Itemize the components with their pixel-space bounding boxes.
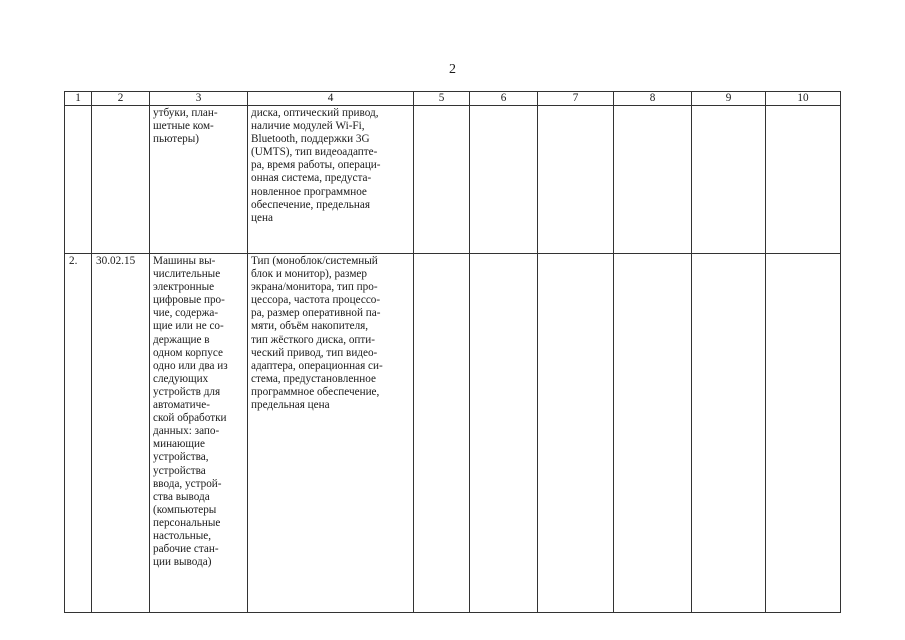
text-line: персональные	[153, 516, 221, 529]
text-line: ческий привод, тип видео-	[251, 346, 378, 359]
text-line: шетные ком-	[153, 120, 214, 133]
text-line: чие, содержа-	[153, 307, 219, 320]
text-line: (компьютеры	[153, 503, 217, 516]
col-header: 4	[248, 92, 414, 106]
cell-empty	[614, 106, 692, 254]
text-line: новленное программное	[251, 185, 367, 198]
text-line: минающие	[153, 438, 205, 451]
text-line: ввода, устрой-	[153, 477, 222, 490]
text-line: держащие в	[153, 333, 210, 346]
text-line: ра, размер оперативной па-	[251, 307, 381, 320]
cell-code	[92, 106, 150, 254]
cell-product	[150, 254, 248, 613]
text-line: числительные	[153, 268, 221, 281]
text-line: Bluetooth, поддержки 3G	[251, 133, 370, 146]
text-line: блок и монитор), размер	[251, 268, 367, 281]
specs-table	[64, 91, 841, 613]
cell-empty	[538, 254, 614, 613]
col-header: 7	[538, 92, 614, 106]
text-line: одном корпусе	[153, 346, 223, 359]
text-line: Тип (моноблок/системный	[251, 255, 378, 267]
text-line: утбуки, план-	[153, 107, 218, 119]
text-line: устройства	[153, 464, 206, 477]
text-line: автоматиче-	[153, 399, 210, 412]
col-header: 5	[414, 92, 470, 106]
text-line: адаптера, операционная си-	[251, 359, 383, 372]
col-header: 1	[65, 92, 92, 106]
text-line: обеспечение, предельная	[251, 198, 370, 211]
cell-empty	[470, 254, 538, 613]
text-line: экрана/монитора, тип про-	[251, 281, 378, 294]
cell-empty	[538, 106, 614, 254]
text-line: тип жёсткого диска, опти-	[251, 333, 376, 346]
text-line: рабочие стан-	[153, 543, 219, 556]
cell-number	[65, 106, 92, 254]
text-line: мяти, объём накопителя,	[251, 320, 369, 333]
text-line: ства вывода	[153, 490, 210, 503]
cell-code: 30.02.15	[92, 254, 150, 613]
text-line: цифровые про-	[153, 294, 225, 307]
text-line: предельная цена	[251, 399, 330, 412]
text-line: настольные,	[153, 529, 212, 542]
col-header: 6	[470, 92, 538, 106]
cell-empty	[414, 254, 470, 613]
cell-empty	[692, 106, 766, 254]
text-line: стема, предустановленное	[251, 372, 376, 385]
cell-characteristics	[248, 254, 414, 613]
text-line: Машины вы-	[153, 255, 216, 267]
text-line: цена	[251, 211, 273, 224]
col-header: 3	[150, 92, 248, 106]
cell-empty	[470, 106, 538, 254]
text-line: наличие модулей Wi-Fi,	[251, 120, 365, 133]
text-line: устройств для	[153, 385, 221, 398]
text-line: данных: запо-	[153, 425, 220, 438]
col-header: 10	[766, 92, 841, 106]
col-header: 2	[92, 92, 150, 106]
text-line: (UMTS), тип видеоадапте-	[251, 146, 378, 159]
text-line: устройства,	[153, 451, 209, 464]
text-line: щие или не со-	[153, 320, 224, 333]
text-line: пьютеры)	[153, 133, 199, 146]
text-line: диска, оптический привод,	[251, 107, 379, 119]
text-line: ции вывода)	[153, 556, 212, 569]
text-line: программное обеспечение,	[251, 385, 380, 398]
text-line: онная система, предуста-	[251, 172, 372, 185]
cell-empty	[766, 254, 841, 613]
cell-product	[150, 106, 248, 254]
text-line: одно или два из	[153, 359, 228, 372]
header-row	[65, 92, 841, 106]
col-header: 8	[614, 92, 692, 106]
page-number: 2	[449, 62, 456, 77]
text-line: цессора, частота процессо-	[251, 294, 381, 307]
text-line: ра, время работы, операци-	[251, 159, 381, 172]
cell-characteristics	[248, 106, 414, 254]
cell-empty	[766, 106, 841, 254]
table-row	[65, 254, 841, 613]
col-header: 9	[692, 92, 766, 106]
text-line: электронные	[153, 281, 215, 294]
table-row	[65, 106, 841, 254]
cell-number: 2.	[65, 254, 92, 613]
text-line: следующих	[153, 372, 209, 385]
text-line: ской обработки	[153, 412, 227, 425]
cell-empty	[692, 254, 766, 613]
cell-empty	[614, 254, 692, 613]
cell-empty	[414, 106, 470, 254]
